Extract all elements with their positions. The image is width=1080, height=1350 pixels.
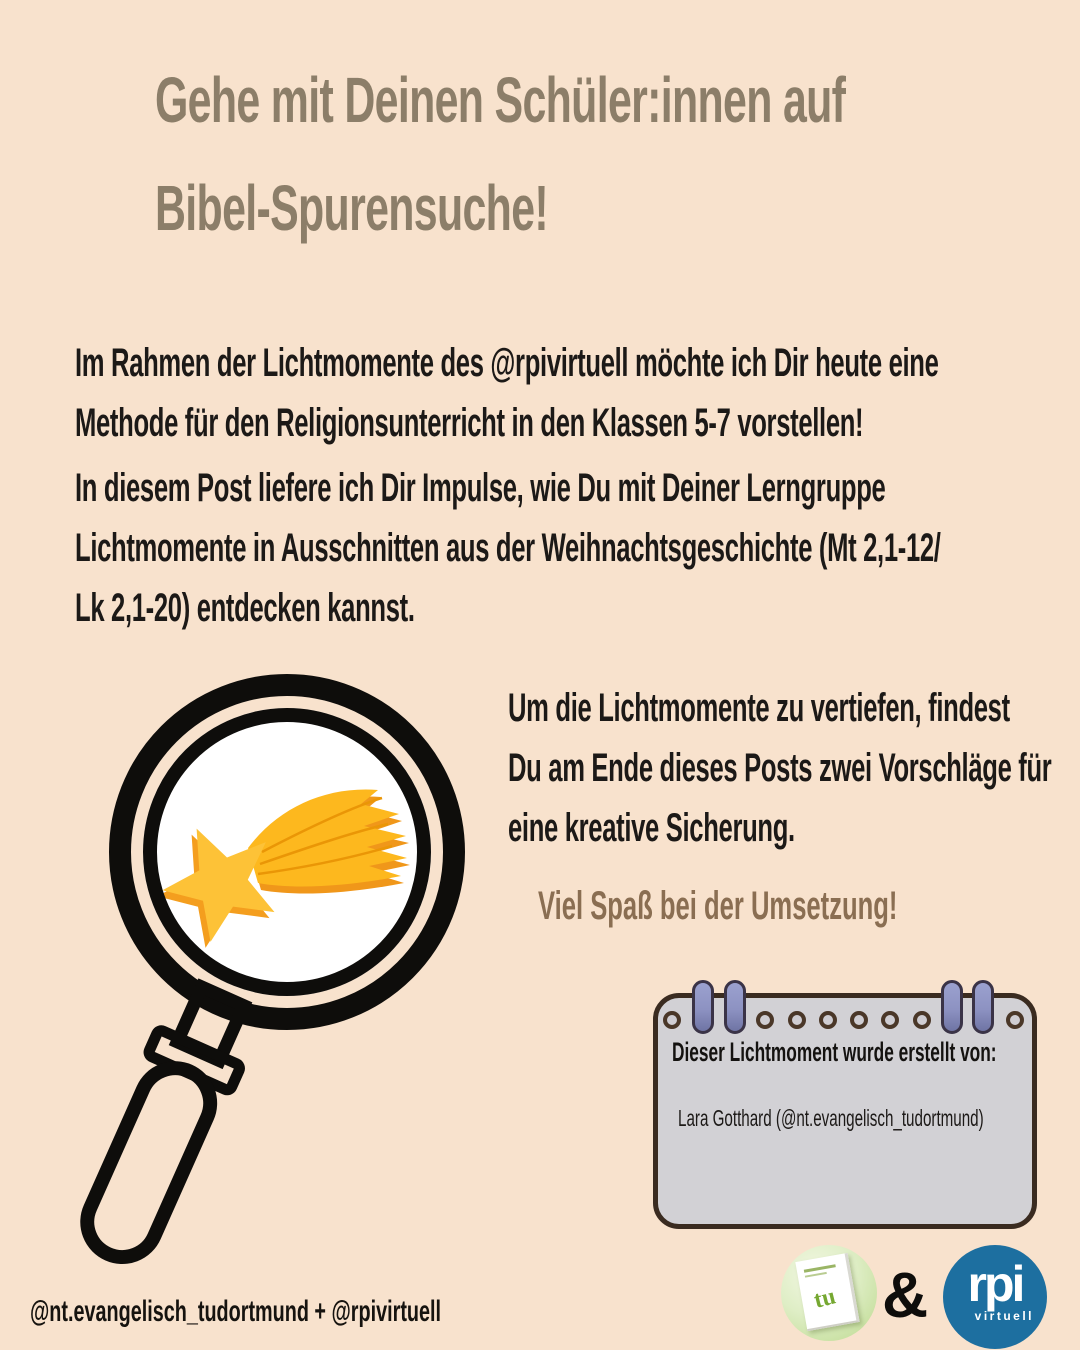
credit-heading: Dieser Lichtmoment wurde erstellt von: <box>672 1037 997 1067</box>
binder-ring-icon <box>972 980 994 1034</box>
tu-book-caption-bar <box>805 1272 827 1278</box>
notepad-hole <box>881 1011 899 1029</box>
notepad-hole <box>756 1011 774 1029</box>
intro-paragraph2-line: In diesem Post liefere ich Dir Impulse, wie Du mit Deiner Lerngruppe <box>75 466 886 510</box>
deepen-paragraph-line: eine kreative Sicherung. <box>508 806 795 850</box>
ampersand-text: & <box>882 1259 929 1331</box>
intro-paragraph2-line: Lichtmomente in Ausschnitten aus der Weihnachtsgeschichte (Mt 2,1-12/ <box>75 526 941 570</box>
binder-ring-icon <box>941 980 963 1034</box>
highlight-text: Viel Spaß bei der Umsetzung! <box>538 884 898 928</box>
notepad-hole <box>788 1011 806 1029</box>
tu-book-cover <box>795 1253 859 1331</box>
notepad-hole <box>819 1011 837 1029</box>
binder-ring-icon <box>724 980 746 1034</box>
tu-dortmund-logo <box>781 1245 877 1341</box>
rpi-logo-sublabel: virtuell <box>974 1309 1034 1323</box>
deepen-paragraph-line: Du am Ende dieses Posts zwei Vorschläge für <box>508 746 1052 790</box>
rpi-logo-label: rpi <box>967 1256 1023 1312</box>
binder-ring-icon <box>692 980 714 1034</box>
tu-book-caption-bar <box>804 1264 836 1273</box>
intro-paragraph1-line: Methode für den Religionsunterricht in den Klassen 5-7 vorstellen! <box>75 401 864 445</box>
notepad-hole <box>850 1011 868 1029</box>
notepad-hole <box>1006 1011 1024 1029</box>
deepen-paragraph-line: Um die Lichtmomente zu vertiefen, findest <box>508 686 1010 730</box>
page-title-line-2: Bibel-Spurensuche! <box>155 172 548 244</box>
intro-paragraph2-line: Lk 2,1-20) entdecken kannst. <box>75 586 415 630</box>
credit-author: Lara Gotthard (@nt.evangelisch_tudortmund) <box>678 1105 984 1131</box>
magnifying-glass-icon <box>20 640 540 1300</box>
footer-handles-text: @nt.evangelisch_tudortmund + @rpivirtuell <box>30 1295 442 1328</box>
credit-notepad <box>653 993 1037 1229</box>
tu-logo-label: tu <box>811 1283 839 1314</box>
notepad-hole <box>913 1011 931 1029</box>
page-title-line-1: Gehe mit Deinen Schüler:innen auf <box>155 64 846 136</box>
rpi-virtuell-logo <box>943 1245 1047 1349</box>
notepad-hole <box>663 1011 681 1029</box>
magnifier-handle <box>67 978 264 1272</box>
intro-paragraph1-line: Im Rahmen der Lichtmomente des @rpivirtuell möchte ich Dir heute eine <box>75 341 939 385</box>
